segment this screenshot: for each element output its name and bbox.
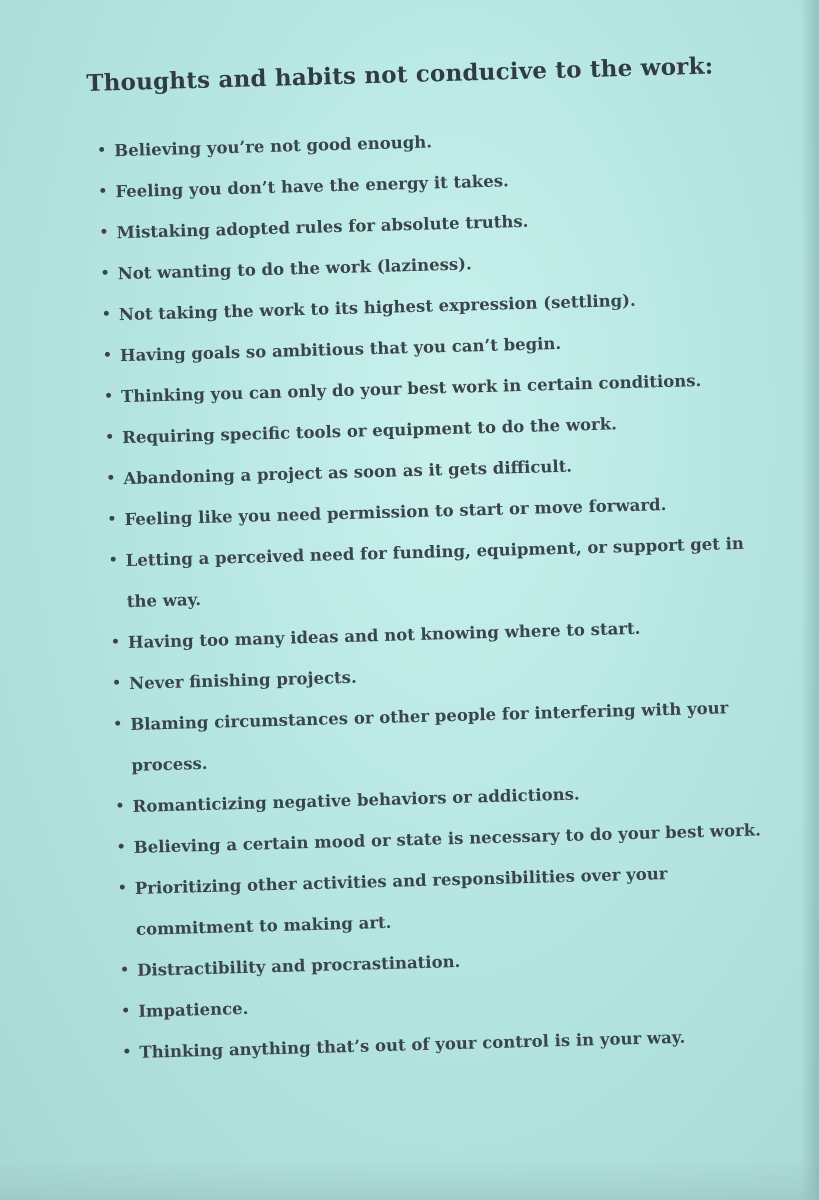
list-item-text: Not wanting to do the work (laziness). bbox=[117, 254, 472, 284]
bullet-icon: • bbox=[119, 962, 130, 979]
list-item-text: Feeling like you need permission to start or move forward. bbox=[124, 494, 667, 530]
bullet-icon: • bbox=[121, 1003, 131, 1020]
list-item-text: Thinking you can only do your best work in certain conditions. bbox=[120, 370, 702, 407]
list-item-text: Mistaking adopted rules for absolute truths. bbox=[116, 211, 529, 243]
page-content bbox=[86, 52, 774, 1074]
page-bottom-shadow bbox=[0, 1160, 819, 1200]
list-item-text: Distractibility and procrastination. bbox=[136, 951, 461, 980]
list-item-text: Believing you’re not good enough. bbox=[114, 132, 433, 161]
list-item-text: Prioritizing other activities and responsibilities over your commitment to making art. bbox=[134, 864, 668, 939]
list-item-text: Feeling you don’t have the energy it takes. bbox=[115, 171, 509, 202]
bullet-icon: • bbox=[103, 388, 114, 405]
bullet-icon: • bbox=[101, 306, 112, 323]
bullet-icon: • bbox=[113, 716, 123, 733]
bullet-icon: • bbox=[99, 224, 109, 241]
bullet-icon: • bbox=[100, 265, 110, 282]
list-item-text: Blaming circumstances or other people for interfering with your process. bbox=[130, 698, 729, 775]
bullet-icon: • bbox=[117, 880, 128, 897]
list-item-text: Letting a perceived need for funding, equipment, or support get in the way. bbox=[125, 533, 745, 612]
page-edge-shadow bbox=[801, 0, 819, 1200]
list-item-text: Thinking anything that’s out of your control is in your way. bbox=[139, 1027, 686, 1062]
bullet-icon: • bbox=[108, 552, 118, 569]
bullet-icon: • bbox=[106, 470, 116, 487]
list-item-text: Impatience. bbox=[138, 998, 249, 1021]
list-item-text: Believing a certain mood or state is necessary to do your best work. bbox=[133, 820, 762, 857]
bullet-icon: • bbox=[107, 511, 117, 528]
bullet-icon: • bbox=[116, 839, 126, 856]
bullet-icon: • bbox=[102, 347, 113, 364]
bullet-icon: • bbox=[105, 429, 115, 446]
list-item-text: Abandoning a project as soon as it gets difficult. bbox=[123, 456, 573, 489]
bullet-icon: • bbox=[122, 1044, 132, 1061]
list-item-text: Requiring specific tools or equipment to do the work. bbox=[122, 414, 618, 448]
bullet-icon: • bbox=[115, 798, 125, 815]
list-item-text: Never finishing projects. bbox=[128, 667, 357, 694]
bullet-icon: • bbox=[98, 183, 108, 200]
habits-list bbox=[88, 113, 774, 1074]
list-item-text: Having goals so ambitious that you can’t begin. bbox=[119, 333, 562, 366]
bullet-icon: • bbox=[110, 634, 121, 651]
bullet-icon: • bbox=[111, 675, 122, 692]
bullet-icon: • bbox=[97, 142, 107, 159]
page-heading: Thoughts and habits not conducive to the work: bbox=[86, 52, 714, 97]
list-item-text: Not taking the work to its highest expression (settling). bbox=[118, 290, 636, 325]
list-item-text: Romanticizing negative behaviors or addictions. bbox=[132, 784, 580, 816]
list-item-text: Having too many ideas and not knowing where to start. bbox=[127, 618, 641, 653]
